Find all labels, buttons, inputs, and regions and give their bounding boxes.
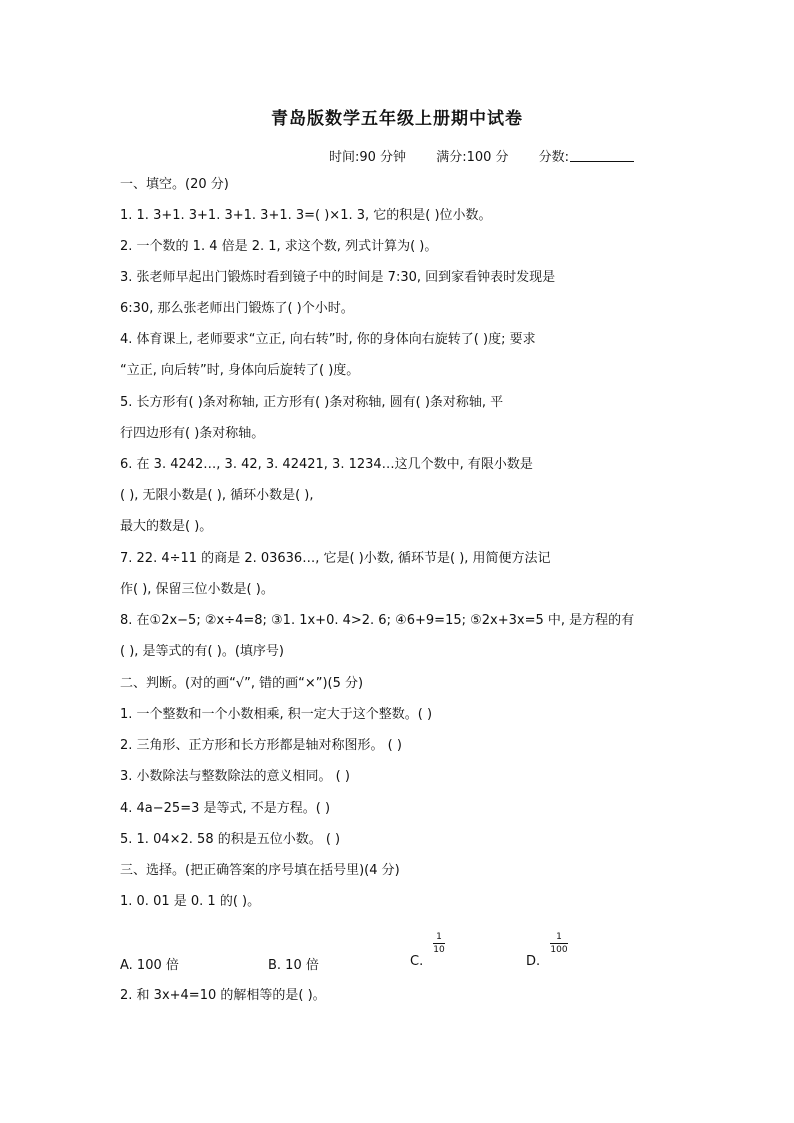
fill-question-5-line-2: 行四边形有( )条对称轴。 [120, 426, 265, 441]
fill-question-8-line-1: 8. 在①2x−5; ②x÷4=8; ③1. 1x+0. 4>2. 6; ④6+9=15; ⑤2x+3x=5 中, 是方程的有 [120, 613, 635, 628]
fraction-denominator: 10 [433, 945, 445, 955]
fill-question-7-line-1: 7. 22. 4÷11 的商是 2. 03636…, 它是( )小数, 循环节是( ), 用简便方法记 [120, 551, 551, 566]
choice-question-1: 1. 0. 01 是 0. 1 的( )。 [120, 894, 261, 909]
fraction-bar [550, 943, 568, 944]
judge-question-2: 2. 三角形、正方形和长方形都是轴对称图形。 ( ) [120, 738, 402, 753]
fraction-numerator: 1 [436, 932, 442, 942]
fraction-denominator: 100 [550, 945, 568, 955]
choice-option-d-label: D. [526, 954, 541, 969]
fraction-bar [433, 943, 445, 944]
choice-question-2: 2. 和 3x+4=10 的解相等的是( )。 [120, 988, 326, 1003]
fill-question-3-line-2: 6:30, 那么张老师出门锻炼了( )个小时。 [120, 301, 354, 316]
choice-option-c-label: C. [410, 954, 424, 969]
fill-question-2: 2. 一个数的 1. 4 倍是 2. 1, 求这个数, 列式计算为( )。 [120, 239, 438, 254]
fill-question-5-line-1: 5. 长方形有( )条对称轴, 正方形有( )条对称轴, 圆有( )条对称轴, 平 [120, 395, 504, 410]
fill-question-4-line-1: 4. 体育课上, 老师要求“立正, 向右转”时, 你的身体向右旋转了( )度; 要求 [120, 332, 536, 347]
choice-option-b: B. 10 倍 [268, 958, 319, 973]
section-heading-judge: 二、判断。(对的画“√”, 错的画“×”)(5 分) [120, 676, 364, 691]
choice-option-d-fraction [547, 932, 571, 955]
choice-option-a: A. 100 倍 [120, 958, 179, 973]
judge-question-1: 1. 一个整数和一个小数相乘, 积一定大于这个整数。( ) [120, 707, 433, 722]
page-title: 青岛版数学五年级上册期中试卷 [271, 109, 523, 129]
score-field [539, 150, 660, 165]
judge-question-3: 3. 小数除法与整数除法的意义相同。 ( ) [120, 769, 350, 784]
judge-question-4: 4. 4a−25=3 是等式, 不是方程。( ) [120, 801, 331, 816]
fill-question-3-line-1: 3. 张老师早起出门锻炼时看到镜子中的时间是 7:30, 回到家看钟表时发现是 [120, 270, 556, 285]
score-blank[interactable] [570, 149, 634, 162]
fill-question-8-line-2: ( ), 是等式的有( )。(填序号) [120, 644, 284, 659]
score-label: 分数: [538, 150, 570, 165]
fill-question-4-line-2: “立正, 向后转”时, 身体向后旋转了( )度。 [120, 363, 360, 378]
time-label: 时间:90 分钟 [329, 150, 407, 165]
section-heading-fill: 一、填空。(20 分) [120, 177, 229, 192]
judge-question-5: 5. 1. 04×2. 58 的积是五位小数。 ( ) [120, 832, 341, 847]
fill-question-6-line-3: 最大的数是( )。 [120, 519, 213, 534]
choice-option-c-fraction [429, 932, 449, 955]
section-heading-choice: 三、选择。(把正确答案的序号填在括号里)(4 分) [120, 863, 400, 878]
full-score-label: 满分:100 分 [436, 150, 509, 165]
fraction-numerator: 1 [556, 932, 562, 942]
fill-question-6-line-1: 6. 在 3. 4242…, 3. 42, 3. 42421, 3. 1234…这几个数中, 有限小数是 [120, 457, 533, 472]
fill-question-1: 1. 1. 3+1. 3+1. 3+1. 3+1. 3=( )×1. 3, 它的积是( )位小数。 [120, 208, 492, 223]
exam-meta [329, 146, 660, 165]
fill-question-6-line-2: ( ), 无限小数是( ), 循环小数是( ), [120, 488, 314, 503]
fill-question-7-line-2: 作( ), 保留三位小数是( )。 [120, 582, 274, 597]
